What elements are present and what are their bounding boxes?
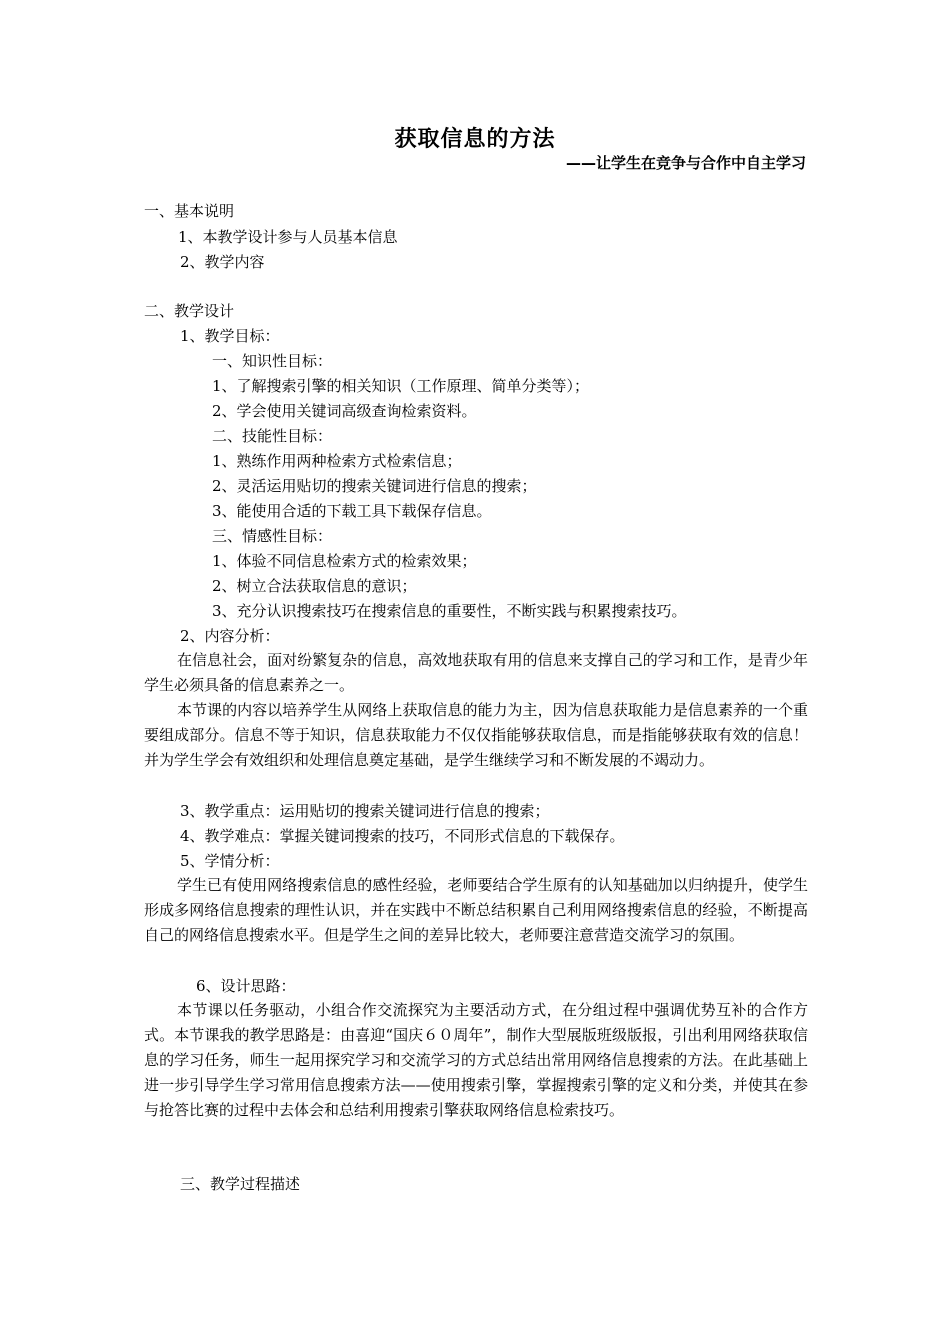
emotion-goals-heading: 三、情感性目标： <box>212 527 333 545</box>
difficulty: 4、教学难点：掌握关键词搜索的技巧，不同形式信息的下载保存。 <box>180 827 625 845</box>
goal-item: 1、熟练作用两种检索方式检索信息； <box>212 452 462 470</box>
section1-item: 1、本教学设计参与人员基本信息 <box>178 228 398 246</box>
goal-item: 1、体验不同信息检索方式的检索效果； <box>212 552 477 570</box>
section1-heading: 一、基本说明 <box>144 202 235 220</box>
document-title: 获取信息的方法 <box>394 127 556 152</box>
document-subtitle: ——让学生在竞争与合作中自主学习 <box>565 154 806 172</box>
goals-heading: 1、教学目标： <box>180 327 280 345</box>
learner-analysis-heading: 5、学情分析： <box>180 852 280 870</box>
goal-item: 2、学会使用关键词高级查询检索资料。 <box>212 402 477 420</box>
goal-item: 3、充分认识搜索技巧在搜索信息的重要性，不断实践与积累搜索技巧。 <box>212 602 687 620</box>
design-idea-heading: 6、设计思路： <box>196 977 296 995</box>
goal-item: 3、能使用合适的下载工具下载保存信息。 <box>212 502 492 520</box>
content-analysis-paragraph: 在信息社会，面对纷繁复杂的信息，高效地获取有用的信息来支撑自己的学习和工作，是青少年学生必须具备的信息素养之一。 <box>144 651 808 694</box>
design-idea-paragraph: 本节课以任务驱动，小组合作交流探究为主要活动方式，在分组过程中强调优势互补的合作方式。本节课我的教学思路是：由喜迎“国庆６０周年”，制作大型展版班级版报，引出利用网络获取信息的学习任务，师生一起用探究学习和交流学习的方式总结出常用网络信息搜索的方法。在此基础上进一步引导学生学习常用信息搜索方法——使用搜索引擎，掌握搜索引擎的定义和分类，并使其在参与抢答比赛的过程中去体会和总结利用搜索引擎获取网络信息检索技巧。 <box>144 1001 808 1119</box>
goal-item: 2、树立合法获取信息的意识； <box>212 577 417 595</box>
section1-item: 2、教学内容 <box>180 253 265 271</box>
section2-heading: 二、教学设计 <box>144 302 235 320</box>
skill-goals-heading: 二、技能性目标： <box>212 427 333 445</box>
learner-analysis-paragraph: 学生已有使用网络搜索信息的感性经验，老师要结合学生原有的认知基础加以归纳提升，使学生形成多网络信息搜索的理性认识，并在实践中不断总结积累自己利用网络搜索信息的经验，不断提高自己的网络信息搜索水平。但是学生之间的差异比较大，老师要注意营造交流学习的氛围。 <box>144 876 808 944</box>
key-point: 3、教学重点：运用贴切的搜索关键词进行信息的搜索； <box>180 802 550 820</box>
section3-heading: 三、教学过程描述 <box>180 1175 301 1193</box>
knowledge-goals-heading: 一、知识性目标： <box>212 352 333 370</box>
content-analysis-paragraph: 本节课的内容以培养学生从网络上获取信息的能力为主，因为信息获取能力是信息素养的一个重要组成部分。信息不等于知识，信息获取能力不仅仅指能够获取信息，而是指能够获取有效的信息！并为学生学会有效组织和处理信息奠定基础，是学生继续学习和不断发展的不竭动力。 <box>144 701 808 769</box>
goal-item: 2、灵活运用贴切的搜索关键词进行信息的搜索； <box>212 477 537 495</box>
goal-item: 1、了解搜索引擎的相关知识（工作原理、简单分类等）； <box>212 377 590 395</box>
content-analysis-heading: 2、内容分析： <box>180 627 280 645</box>
